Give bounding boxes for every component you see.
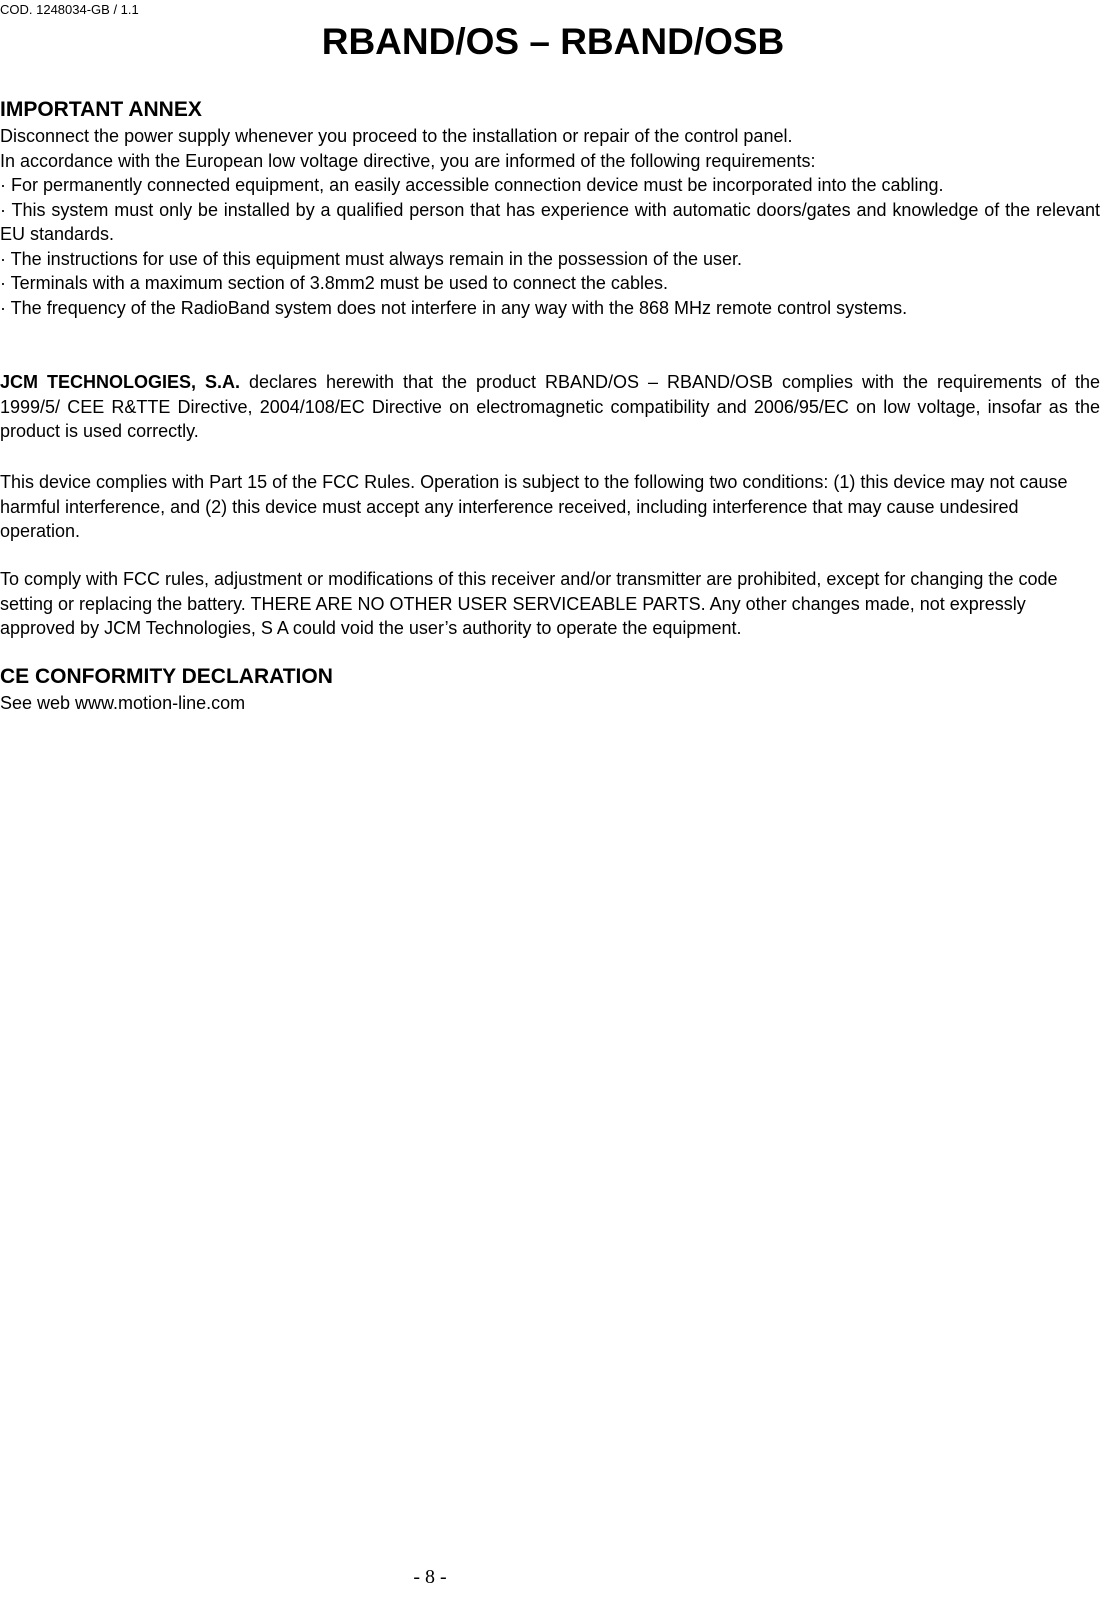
ce-conformity-section — [0, 663, 1100, 716]
annex-bullet-frequency: · The frequency of the RadioBand system does not interfere in any way with the 868 MHz remote control systems. — [0, 297, 908, 318]
fcc-modifications-section — [0, 567, 1100, 641]
page-number: - 8 - — [413, 1566, 447, 1588]
annex-bullet-qualified-person: · This system must only be installed by a qualified person that has experience with automatic doors/gates and knowledge of the relevant EU standards. — [0, 199, 1100, 244]
important-annex-section — [0, 96, 1100, 320]
declaration-paragraph — [0, 370, 1100, 444]
annex-heading: IMPORTANT ANNEX — [0, 98, 202, 121]
fcc-paragraph-part15: This device complies with Part 15 of the FCC Rules. Operation is subject to the following two conditions: (1) this device may not cause harmful interference, and (2) this device must accept any interference received, including interference that may cause undesired operation. — [0, 472, 1068, 541]
ce-heading: CE CONFORMITY DECLARATION — [0, 665, 333, 688]
fcc-paragraph-modifications: To comply with FCC rules, adjustment or modifications of this receiver and/or transmitter are prohibited, except for changing the code setting or replacing the battery. THERE ARE NO OTHER USER SERVICEABLE PARTS. Any other changes made, not expressly approved by JCM Technologies, S A could void the user’s authority to operate the equipment. — [0, 569, 1058, 638]
document-code: COD. 1248034-GB / 1.1 — [0, 2, 139, 17]
annex-line-disconnect: Disconnect the power supply whenever you proceed to the installation or repair of the control panel. — [0, 126, 793, 146]
annex-bullet-instructions: · The instructions for use of this equipment must always remain in the possession of the user. — [0, 248, 743, 269]
annex-line-directive: In accordance with the European low voltage directive, you are informed of the following requirements: — [0, 150, 816, 171]
document-title: RBAND/OS – RBAND/OSB — [321, 21, 785, 62]
declaration-text: declares herewith that the product RBAND/OS – RBAND/OSB complies with the requirements of the 1999/5/ CEE R&TTE Directive, 2004/108/EC Directive on electromagnetic compatibility and 2006/95/EC on low voltage, insofar as the product is used correctly. — [0, 372, 1100, 441]
company-name: JCM TECHNOLOGIES, S.A. — [0, 372, 240, 392]
declaration-section — [0, 370, 1100, 444]
ce-website-text: See web www.motion-line.com — [0, 693, 246, 713]
annex-bullet-connection-device: · For permanently connected equipment, an easily accessible connection device must be incorporated into the cabling. — [0, 175, 944, 195]
annex-bullet-terminals: · Terminals with a maximum section of 3.8mm2 must be used to connect the cables. — [0, 273, 668, 293]
fcc-compliance-section — [0, 470, 1100, 544]
